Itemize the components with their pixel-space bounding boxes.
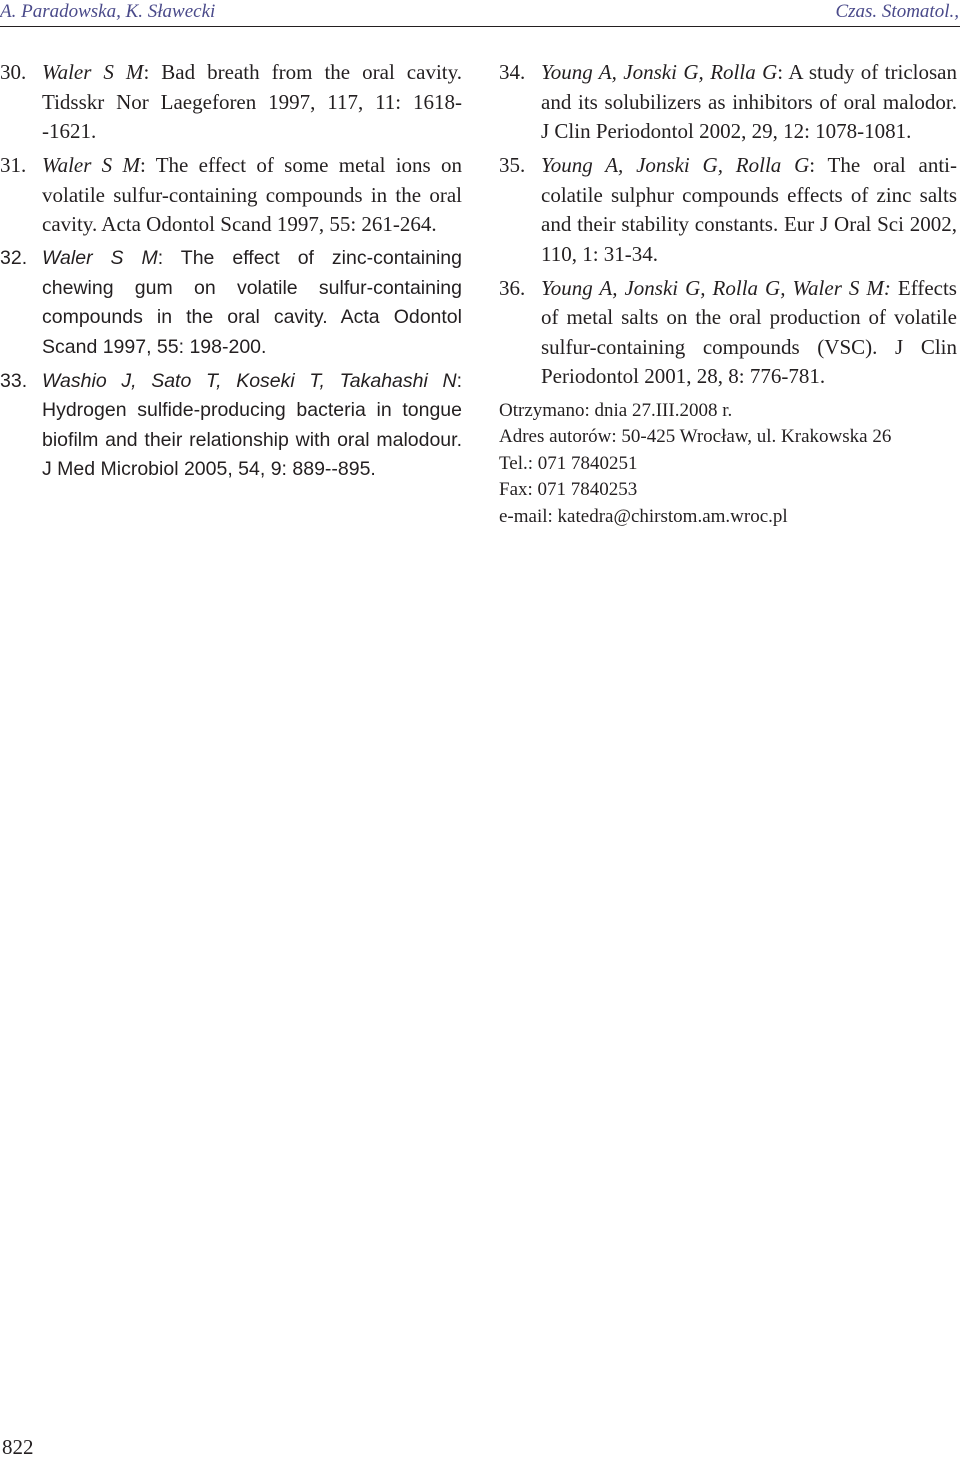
reference-32 — [0, 244, 462, 362]
left-column — [0, 58, 462, 489]
reference-34 — [499, 58, 957, 147]
reference-authors: Washio J, Sato T, Koseki T, Takahashi N — [42, 369, 457, 392]
reference-text: : Hydrogen sulfide-producing bacteria in tongue biofilm and their relationship with oral malodour. J Med Microbiol 2005, 54, 9: 889--895. — [42, 369, 462, 480]
reference-authors: Young A, Jonski G, Rolla G, Waler S M: — [541, 275, 891, 300]
reference-text: : The effect of some metal ions on volatile sulfur-containing compounds in the oral cavity. Acta Odontol Scand 1997, 55: 261-264. — [42, 153, 463, 236]
reference-text: : A study of triclosan and its solubilizers as inhibitors of oral malodor. J Clin Periodontol 2002, 29, 12: 1078-1081. — [541, 60, 957, 143]
reference-number: 31. — [0, 153, 27, 177]
author-address: Adres autorów: 50-425 Wrocław, ul. Krakowska 26 — [499, 426, 892, 447]
reference-36 — [499, 274, 957, 392]
reference-text: : Bad breath from the oral cavity. Tidsskr Nor Laegeforen 1997, 117, 11: 1618--1621. — [42, 60, 463, 143]
reference-35 — [499, 151, 957, 269]
reference-number: 34. — [499, 60, 526, 84]
reference-authors: Waler S M — [42, 60, 144, 84]
received-date: Otrzymano: dnia 27.III.2008 r. — [499, 399, 733, 421]
reference-text: Effects of metal salts on the oral production of volatile sulfur-containing compounds (VSC). J Clin Periodontol 2001, 28, 8: 776-781. — [541, 275, 957, 388]
reference-text: : The oral anti-colatile sulphur compounds effects of zinc salts and their stability constants. Eur J Oral Sci 2002, 110, 1: 31-34. — [541, 153, 957, 266]
header-authors: A. Paradowska, K. Sławecki — [0, 1, 216, 22]
reference-number: 36. — [499, 275, 526, 300]
running-header — [0, 0, 960, 27]
reference-authors: Young A, Jonski G, Rolla G — [541, 60, 778, 84]
reference-authors: Waler S M — [42, 247, 158, 269]
reference-33 — [0, 367, 462, 485]
fax-number: Fax: 071 7840253 — [499, 479, 638, 500]
reference-number: 35. — [499, 153, 526, 177]
reference-30 — [0, 58, 462, 147]
header-journal: Czas. Stomatol., — [835, 1, 959, 22]
reference-number: 32. — [0, 247, 28, 269]
reference-text: : The effect of zinc-containing chewing gum on volatile sulfur-containing compounds in the oral cavity. Acta Odontol Scand 1997, 55: 198-200. — [42, 247, 462, 358]
reference-number: 30. — [0, 60, 27, 84]
email-address: e-mail: katedra@chirstom.am.wroc.pl — [499, 505, 788, 527]
page-number: 822 — [2, 1435, 34, 1459]
reference-authors: Young A, Jonski G, Rolla G — [541, 153, 810, 177]
right-column — [499, 58, 957, 530]
phone-number: Tel.: 071 7840251 — [499, 452, 638, 474]
reference-number: 33. — [0, 369, 28, 392]
reference-authors: Waler S M — [42, 153, 140, 177]
reference-31 — [0, 151, 462, 240]
